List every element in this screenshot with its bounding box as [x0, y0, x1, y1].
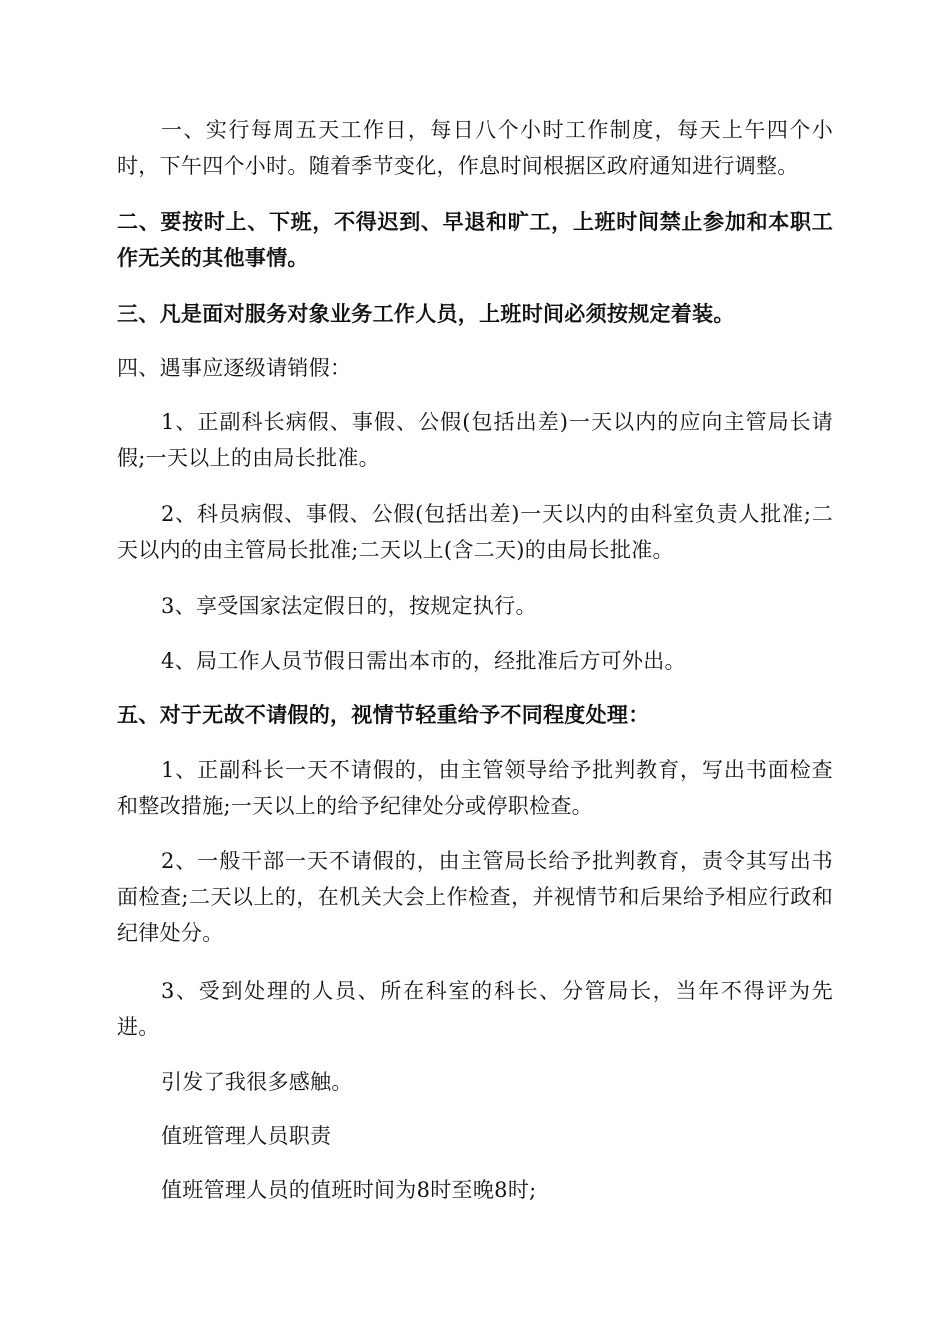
paragraph-duty-heading: 值班管理人员职责 — [161, 1124, 332, 1148]
paragraph-leave-item-3: 3、享受国家法定假日的，按规定执行。 — [161, 594, 537, 618]
paragraph-penalty-item-2: 2、一般干部一天不请假的，由主管局长给予批判教育，责令其写出书面检查;二天以上的，在机关大会上作检查，并视情节和后果给予相应行政和纪律处分。 — [117, 849, 833, 945]
paragraph-penalty-item-1: 1、正副科长一天不请假的，由主管领导给予批判教育，写出书面检查和整改措施;一天以上的给予纪律处分或停职检查。 — [117, 758, 833, 818]
paragraph-penalty-heading: 五、对于无故不请假的，视情节轻重给予不同程度处理： — [117, 702, 650, 727]
paragraph-penalty-item-3: 3、受到处理的人员、所在科室的科长、分管局长，当年不得评为先进。 — [117, 979, 833, 1039]
paragraph-attendance-rules: 二、要按时上、下班，不得迟到、早退和旷工，上班时间禁止参加和本职工作无关的其他事情。 — [117, 209, 833, 270]
paragraph-leave-item-1: 1、正副科长病假、事假、公假(包括出差)一天以内的应向主管局长请假;一天以上的由局长批准。 — [117, 410, 833, 470]
paragraph-work-schedule: 一、实行每周五天工作日，每日八个小时工作制度，每天上午四个小时，下午四个小时。随着季节变化，作息时间根据区政府通知进行调整。 — [117, 118, 833, 178]
paragraph-leave-item-2: 2、科员病假、事假、公假(包括出差)一天以内的由科室负责人批准;二天以内的由主管局长批准;二天以上(含二天)的由局长批准。 — [117, 502, 833, 562]
paragraph-dress-code: 三、凡是面对服务对象业务工作人员，上班时间必须按规定着装。 — [117, 301, 735, 326]
paragraph-leave-item-4: 4、局工作人员节假日需出本市的，经批准后方可外出。 — [161, 649, 686, 673]
paragraph-leave-heading: 四、遇事应逐级请销假： — [117, 356, 352, 380]
paragraph-reflection: 引发了我很多感触。 — [161, 1070, 353, 1094]
paragraph-duty-hours: 值班管理人员的值班时间为8时至晚8时; — [161, 1178, 537, 1202]
